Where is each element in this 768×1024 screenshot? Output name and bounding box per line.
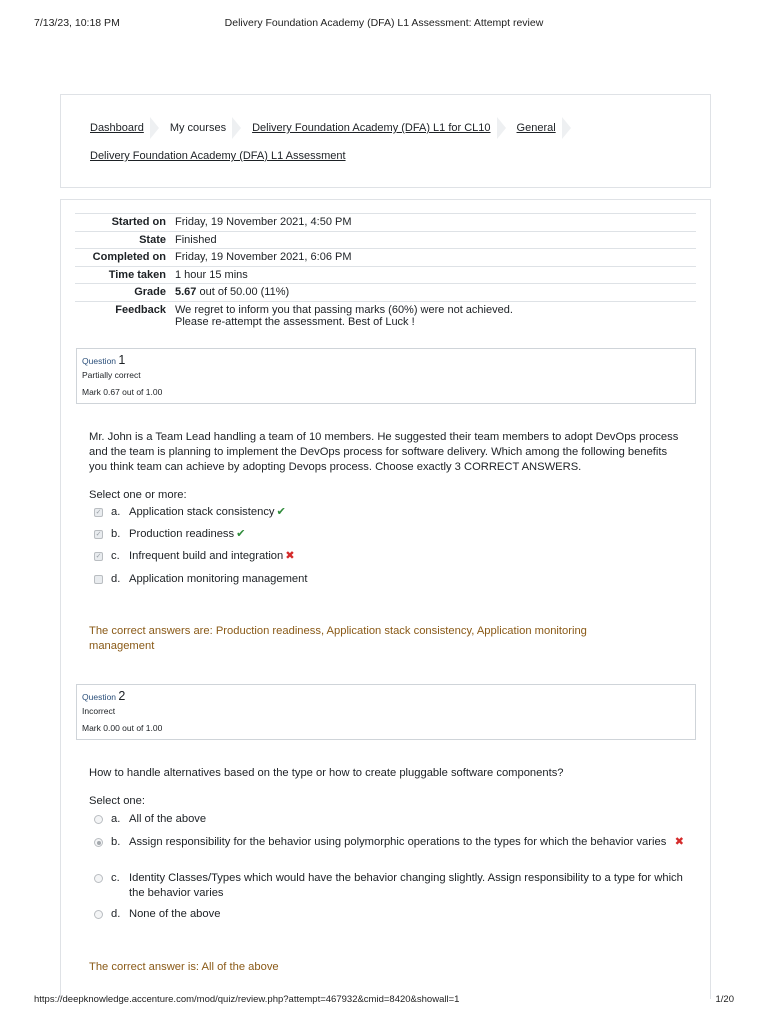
- option-text: Assign responsibility for the behavior using polymorphic operations to the types for which the behavior varies: [129, 836, 667, 848]
- option-text: None of the above: [129, 908, 221, 920]
- checkbox-checked-icon[interactable]: ✓: [95, 553, 102, 560]
- breadcrumb-separator-icon: [150, 117, 159, 139]
- checkbox-checked-icon[interactable]: ✓: [95, 531, 102, 538]
- question-state: Partially correct: [82, 370, 141, 380]
- summary-row-state: [75, 231, 696, 249]
- document-title: Delivery Foundation Academy (DFA) L1 Assessment: Attempt review: [224, 17, 544, 29]
- summary-label: Feedback: [115, 303, 166, 316]
- page-url: https://deepknowledge.accenture.com/mod/quiz/review.php?attempt=467932&cmid=8420&showall=1: [34, 994, 460, 1005]
- answer-option[interactable]: [94, 505, 684, 520]
- checkbox-unchecked-icon[interactable]: [94, 575, 103, 584]
- option-text: Application monitoring management: [129, 573, 308, 585]
- summary-value: 1 hour 15 mins: [175, 268, 248, 281]
- answer-option[interactable]: [94, 527, 684, 542]
- answer-option[interactable]: [94, 549, 684, 564]
- summary-row-feedback: [75, 301, 696, 331]
- question-text: How to handle alternatives based on the type or how to create pluggable software components?: [89, 767, 564, 779]
- question-info-box: [76, 348, 696, 404]
- feedback-line: Please re-attempt the assessment. Best of Luck !: [175, 316, 415, 328]
- correct-answer-feedback: The correct answer is: All of the above: [89, 961, 279, 973]
- option-letter: b.: [111, 836, 121, 848]
- summary-row-grade: [75, 284, 696, 302]
- option-text: Application stack consistency: [129, 506, 275, 518]
- correct-answer-feedback: The correct answers are: Production readiness, Application stack consistency, Application monitoring management: [89, 625, 587, 652]
- summary-value: Friday, 19 November 2021, 4:50 PM: [175, 216, 352, 228]
- option-text: All of the above: [129, 813, 207, 825]
- breadcrumb-course[interactable]: Delivery Foundation Academy (DFA) L1 for CL10: [252, 122, 491, 134]
- question-mark: Mark 0.67 out of 1.00: [82, 387, 163, 397]
- breadcrumb-my-courses: My courses: [169, 122, 227, 134]
- grade-score: 5.67: [175, 286, 197, 298]
- attempt-review-panel: [60, 199, 711, 999]
- summary-value: Friday, 19 November 2021, 6:06 PM: [175, 251, 352, 263]
- answer-option[interactable]: [94, 871, 684, 900]
- option-letter: c.: [111, 872, 120, 884]
- check-icon: ✔: [236, 528, 246, 540]
- question-mark: Mark 0.00 out of 1.00: [82, 723, 163, 733]
- option-letter: a.: [111, 506, 121, 518]
- option-text: Infrequent build and integration: [129, 550, 284, 562]
- breadcrumb-separator-icon: [497, 117, 506, 139]
- answer-option[interactable]: [94, 835, 684, 850]
- option-letter: d.: [111, 573, 121, 585]
- question-number: Question 2: [82, 689, 126, 703]
- check-icon: ✔: [276, 506, 286, 518]
- summary-row-time-taken: [75, 266, 696, 284]
- answer-option[interactable]: [94, 907, 684, 922]
- breadcrumb-separator-icon: [562, 117, 571, 139]
- option-text: Production readiness: [129, 528, 235, 540]
- print-header: [34, 17, 734, 31]
- attempt-summary-table: [75, 213, 696, 331]
- question-info-box: [76, 684, 696, 740]
- radio-unselected-icon[interactable]: [94, 874, 103, 883]
- answer-option[interactable]: [94, 572, 684, 587]
- summary-row-completed: [75, 249, 696, 267]
- breadcrumb-dashboard[interactable]: Dashboard: [90, 122, 144, 134]
- answer-prompt: Select one or more:: [89, 489, 187, 501]
- radio-unselected-icon[interactable]: [94, 815, 103, 824]
- breadcrumb-assessment[interactable]: Delivery Foundation Academy (DFA) L1 Assessment: [90, 150, 346, 162]
- print-date: 7/13/23, 10:18 PM: [34, 17, 120, 29]
- grade-total: out of 50.00 (11%): [196, 286, 290, 298]
- summary-label: State: [139, 233, 166, 246]
- print-footer: [34, 994, 734, 1008]
- answer-option[interactable]: [94, 812, 684, 827]
- cross-icon: ✖: [285, 550, 295, 562]
- option-letter: d.: [111, 908, 121, 920]
- question-text: Mr. John is a Team Lead handling a team of 10 members. He suggested their team members to adopt DevOps process and the team is planning to implement the DevOps process for software delivery. Which among the following benefits you think team can achieve by adopting Devops process. Choose exactly 3 CORRECT ANSWERS.: [89, 431, 679, 473]
- summary-value: [175, 301, 696, 331]
- question-number: Question 1: [82, 353, 126, 367]
- summary-value: [175, 284, 696, 302]
- radio-unselected-icon[interactable]: [94, 910, 103, 919]
- breadcrumb-panel: [60, 94, 711, 188]
- option-letter: a.: [111, 813, 121, 825]
- answer-prompt: Select one:: [89, 795, 145, 807]
- summary-label: Grade: [134, 286, 166, 298]
- breadcrumb-separator-icon: [232, 117, 241, 139]
- breadcrumb: [90, 119, 700, 165]
- summary-label: Started on: [111, 216, 166, 228]
- option-letter: b.: [111, 528, 121, 540]
- cross-icon: ✖: [674, 836, 684, 848]
- summary-value: Finished: [175, 233, 217, 246]
- page-counter: 1/20: [715, 994, 734, 1005]
- option-letter: c.: [111, 550, 120, 562]
- option-text: Identity Classes/Types which would have the behavior changing slightly. Assign responsibility to a type for which the behavior varies: [129, 872, 683, 899]
- feedback-line: We regret to inform you that passing marks (60%) were not achieved.: [175, 303, 513, 316]
- breadcrumb-general[interactable]: General: [516, 122, 556, 134]
- summary-row-started: [75, 214, 696, 232]
- summary-label: Completed on: [92, 251, 166, 263]
- question-state: Incorrect: [82, 706, 116, 716]
- radio-selected-icon[interactable]: [94, 838, 103, 847]
- summary-label: Time taken: [108, 268, 166, 281]
- checkbox-checked-icon[interactable]: ✓: [95, 509, 102, 516]
